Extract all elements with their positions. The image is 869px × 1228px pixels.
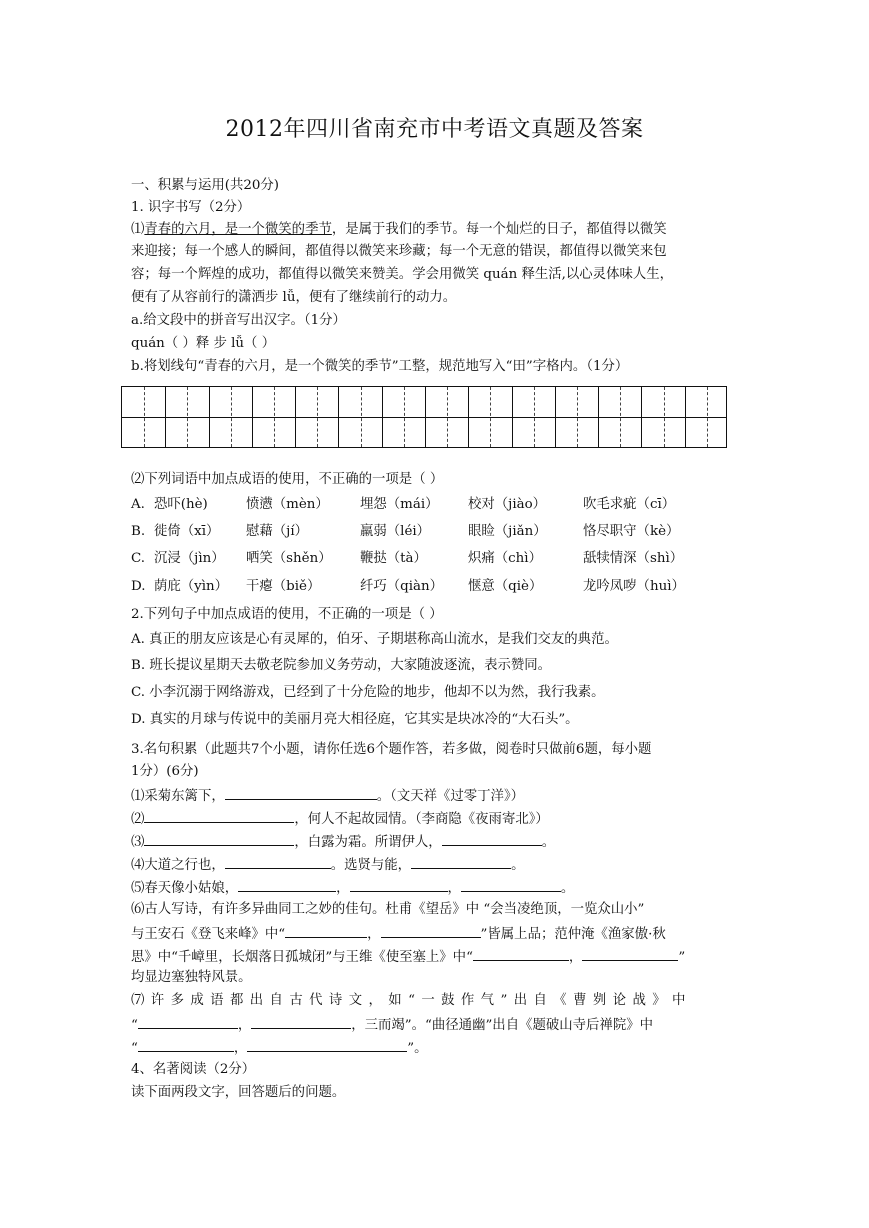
grid-dashed-line (274, 387, 275, 447)
option-word: 徙倚（xī） (154, 524, 220, 539)
grid-cell[interactable] (382, 387, 425, 447)
grid-dashed-line (317, 387, 318, 447)
question-1-heading: 1. 识字书写（2分） (131, 200, 251, 215)
q3-item-2 (131, 808, 549, 830)
answer-blank[interactable] (411, 854, 511, 869)
answer-blank[interactable] (225, 854, 331, 869)
question-1-2: ⑵下列词语中加点成语的使用，不正确的一项是（ ） (131, 472, 444, 487)
q3-4-text: ⑷大道之行也， (131, 858, 225, 873)
subquestion-a-answer: quán（ ）释 步 lǚ（ ） (131, 336, 276, 351)
q3-6-text-cont: ”皆属上品；范仲淹《渔家傲·秋 (480, 927, 666, 942)
tianzi-grid (121, 386, 727, 448)
grid-cell[interactable] (209, 387, 252, 447)
grid-dashed-line (620, 387, 621, 447)
q3-3-marker: ⑶ (131, 835, 145, 850)
q3-item-6-line4: 均显边塞独特风景。 (131, 970, 252, 985)
option-word: 炽痛（chì） (468, 551, 542, 566)
comma: ， (367, 927, 381, 942)
q3-item-1 (131, 785, 524, 807)
q3-3-end: 。 (541, 835, 556, 850)
option-letter: A. (131, 497, 145, 512)
comma: ， (447, 881, 461, 896)
grid-cell[interactable] (295, 387, 338, 447)
option-word: 埋怨（mái） (360, 497, 439, 512)
answer-blank[interactable] (144, 808, 294, 823)
answer-blank[interactable] (473, 946, 569, 961)
grid-dashed-line (577, 387, 578, 447)
comma: ， (336, 881, 350, 896)
q3-5-text: ⑸春天像小姑娘， (131, 881, 239, 896)
answer-blank[interactable] (144, 831, 294, 846)
passage-line-4: 便有了从容前行的潇洒步 lǚ，便有了继续前行的动力。 (131, 290, 457, 305)
option-word: 恪尽职守（kè） (583, 524, 680, 539)
option-word: 舐犊情深（shì） (583, 551, 684, 566)
grid-cell[interactable] (598, 387, 641, 447)
q3-item-5 (131, 877, 574, 899)
option-letter: B. (131, 524, 146, 539)
comma: ， (233, 1041, 248, 1056)
q3-item-6-line3 (131, 946, 685, 968)
grid-cell[interactable] (425, 387, 468, 447)
q2-option-d: D. 真实的月球与传说中的美丽月亮大相径庭，它其实是块冰冷的“大石头”。 (131, 712, 579, 727)
quote-end: ” (678, 950, 686, 965)
grid-dashed-line (664, 387, 665, 447)
underlined-sentence: 青春的六月，是一个微笑的季节 (144, 222, 332, 237)
option-word: 荫庇（yìn） (154, 579, 229, 594)
option-word: 惬意（qiè） (468, 579, 543, 594)
option-word: 羸弱（léi） (360, 524, 431, 539)
option-word: 沉浸（jìn） (154, 551, 225, 566)
grid-cell[interactable] (165, 387, 208, 447)
q3-2-text: ，何人不起故园情。（李商隐《夜雨寄北》） (294, 812, 549, 827)
quote-end: ”。 (407, 1041, 428, 1056)
subquestion-a: a.给文段中的拼音写出汉字。（1分） (131, 313, 346, 328)
option-letter: C. (131, 551, 146, 566)
passage-line-3: 容；每一个辉煌的成功，都值得以微笑来赞美。学会用微笑 quán 释生活,以心灵体味人生， (131, 267, 674, 282)
grid-dashed-line (231, 387, 232, 447)
passage-line-1 (131, 220, 667, 240)
grid-dashed-line (187, 387, 188, 447)
question-4-intro: 读下面两段文字，回答题后的问题。 (131, 1085, 346, 1100)
comma: ， (237, 1018, 252, 1033)
option-word: 吹毛求疵（cī） (583, 497, 676, 512)
option-word: 校对（jiào） (468, 497, 547, 512)
q3-item-7-line1: ⑺许多成语都出自古代诗文，如“一鼓作气”出自《曹刿论战》中 (131, 993, 692, 1008)
grid-dashed-line (534, 387, 535, 447)
grid-cell[interactable] (468, 387, 511, 447)
section-heading: 一、积累与运用(共20分) (131, 178, 280, 193)
option-word: 慰藉（jí） (246, 524, 308, 539)
answer-blank[interactable] (138, 1037, 234, 1052)
grid-cell[interactable] (512, 387, 555, 447)
q3-item-4 (131, 854, 524, 876)
quote-start: “ (131, 1018, 138, 1033)
grid-cell[interactable] (685, 387, 728, 447)
answer-blank[interactable] (251, 1014, 351, 1029)
period: 。 (560, 881, 575, 896)
option-word: 恐吓(hè) (154, 497, 208, 512)
grid-dashed-line (404, 387, 405, 447)
q3-item-7-line2 (131, 1014, 653, 1036)
passage-text: ，是属于我们的季节。每一个灿烂的日子，都值得以微笑 (331, 222, 667, 237)
answer-blank[interactable] (285, 923, 367, 938)
option-word: 哂笑（shěn） (246, 551, 332, 566)
passage-line-2: 来迎接；每一个感人的瞬间，都值得以微笑来珍藏；每一个无意的错误，都值得以微笑来包 (131, 244, 667, 259)
option-word: 鞭挞（tà） (360, 551, 427, 566)
answer-blank[interactable] (225, 785, 377, 800)
q2-option-a: A. 真正的朋友应该是心有灵犀的，伯牙、子期堪称高山流水，是我们交友的典范。 (131, 632, 618, 647)
q3-6-text: 与王安石《登飞来峰》中“ (131, 927, 286, 942)
answer-blank[interactable] (350, 877, 448, 892)
q3-1-source: 。（文天祥《过零丁洋》） (376, 789, 525, 804)
question-4: 4、名著阅读（2分） (131, 1062, 256, 1077)
page-title: 2012年四川省南充市中考语文真题及答案 (225, 117, 644, 142)
option-letter: D. (131, 579, 146, 594)
answer-blank[interactable] (461, 877, 561, 892)
grid-dashed-line (144, 387, 145, 447)
question-3-cont: 1分）(6分) (131, 764, 199, 779)
answer-blank[interactable] (247, 1037, 407, 1052)
answer-blank[interactable] (238, 877, 336, 892)
item-marker: ⑴ (131, 222, 145, 237)
q3-7-text: ，三而竭”。“曲径通幽”出自《题破山寺后禅院》中 (351, 1018, 653, 1033)
q3-6-text: 思》中“千嶂里，长烟落日孤城闭”与王维《使至塞上》中“ (131, 950, 473, 965)
grid-cell[interactable] (122, 387, 165, 447)
grid-cell[interactable] (252, 387, 295, 447)
grid-cell[interactable] (641, 387, 684, 447)
grid-dashed-line (490, 387, 491, 447)
question-2: 2.下列句子中加点成语的使用，不正确的一项是（ ） (131, 607, 443, 622)
q3-item-3 (131, 831, 555, 853)
answer-blank[interactable] (582, 946, 678, 961)
question-3: 3.名句积累（此题共7个小题，请你任选6个题作答，若多做，阅卷时只做前6题，每小题 (131, 742, 652, 757)
q2-option-b: B. 班长提议星期天去敬老院参加义务劳动，大家随波逐流，表示赞同。 (131, 658, 552, 673)
q3-1-text: ⑴采菊东篱下， (131, 789, 225, 804)
subquestion-b: b.将划线句“青春的六月，是一个微笑的季节”工整，规范地写入“田”字格内。（1分） (131, 359, 629, 374)
q3-2-marker: ⑵ (131, 812, 145, 827)
answer-blank[interactable] (442, 831, 542, 846)
q3-3-text: ，白露为霜。所谓伊人， (294, 835, 442, 850)
option-word: 龙吟凤哕（huì） (583, 579, 685, 594)
q3-4-mid: 。选贤与能， (330, 858, 412, 873)
option-word: 眼睑（jiǎn） (468, 524, 547, 539)
quote-start: “ (131, 1041, 138, 1056)
grid-cell[interactable] (338, 387, 381, 447)
option-word: 愤懑（mèn） (246, 497, 329, 512)
q3-item-6-line2 (131, 923, 666, 945)
grid-cell[interactable] (555, 387, 598, 447)
answer-blank[interactable] (138, 1014, 238, 1029)
option-word: 干瘪（biě） (246, 579, 321, 594)
option-word: 纤巧（qiàn） (360, 579, 444, 594)
answer-blank[interactable] (381, 923, 481, 938)
q3-4-end: 。 (511, 858, 525, 873)
grid-dashed-line (447, 387, 448, 447)
q3-item-6-line1: ⑹古人写诗，有许多异曲同工之妙的佳句。杜甫《望岳》中 “会当凌绝顶，一览众山小” (131, 902, 645, 917)
q3-item-7-line3 (131, 1037, 428, 1059)
comma: ， (568, 950, 583, 965)
q2-option-c: C. 小李沉溺于网络游戏，已经到了十分危险的地步，他却不以为然，我行我素。 (131, 685, 605, 700)
grid-dashed-line (707, 387, 708, 447)
grid-dashed-line (361, 387, 362, 447)
